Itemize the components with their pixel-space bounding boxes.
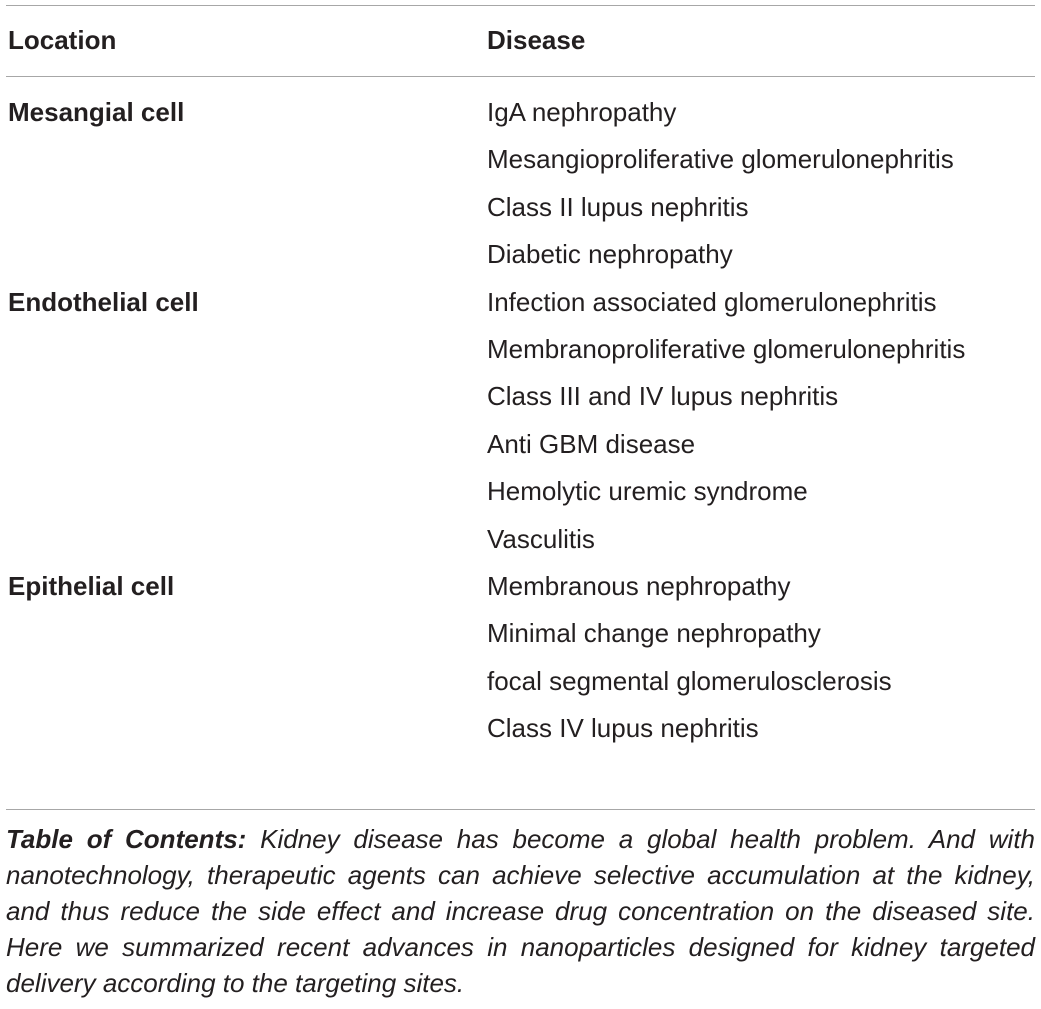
disease-cell: IgA nephropathy — [487, 97, 677, 127]
location-cell: Mesangial cell — [8, 97, 185, 127]
table-footer-rule — [6, 809, 1035, 810]
disease-list — [487, 285, 965, 569]
disease-cell: Minimal change nephropathy — [487, 618, 821, 649]
disease-cell: Vasculitis — [487, 523, 595, 554]
caption-label: Table of Contents: — [6, 824, 247, 854]
caption-text: Kidney disease has become a global health problem. And with nanotechnology, therapeutic agents can achieve selective accumulation at the kidney, and thus reduce the side effect and increase drug concentration on the diseased site. Here we summarized recent advances in nanoparticles designed for kidney targeted delivery according to the targeting sites. — [6, 824, 1036, 998]
disease-cell: Mesangioproliferative glomerulonephritis — [487, 144, 954, 175]
column-header-location: Location — [8, 25, 117, 55]
disease-cell: Class II lupus nephritis — [487, 191, 749, 222]
location-cell: Endothelial cell — [8, 286, 199, 317]
table-caption — [6, 821, 1035, 1001]
disease-cell: Membranoproliferative glomerulonephritis — [487, 333, 966, 364]
table-header-rule — [6, 76, 1035, 77]
disease-cell: Diabetic nephropathy — [487, 239, 733, 270]
disease-list — [487, 569, 892, 759]
disease-cell: Class IV lupus nephritis — [487, 713, 759, 744]
table-top-rule — [6, 5, 1035, 6]
disease-cell: Hemolytic uremic syndrome — [487, 476, 808, 507]
disease-cell: focal segmental glomerulosclerosis — [487, 665, 892, 696]
disease-cell: Membranous nephropathy — [487, 571, 791, 601]
location-cell: Epithelial cell — [8, 571, 175, 601]
disease-cell: Class III and IV lupus nephritis — [487, 381, 839, 412]
disease-cell: Anti GBM disease — [487, 428, 696, 459]
disease-list — [487, 95, 954, 285]
disease-cell: Infection associated glomerulonephritis — [487, 286, 937, 317]
column-header-disease: Disease — [487, 25, 586, 55]
